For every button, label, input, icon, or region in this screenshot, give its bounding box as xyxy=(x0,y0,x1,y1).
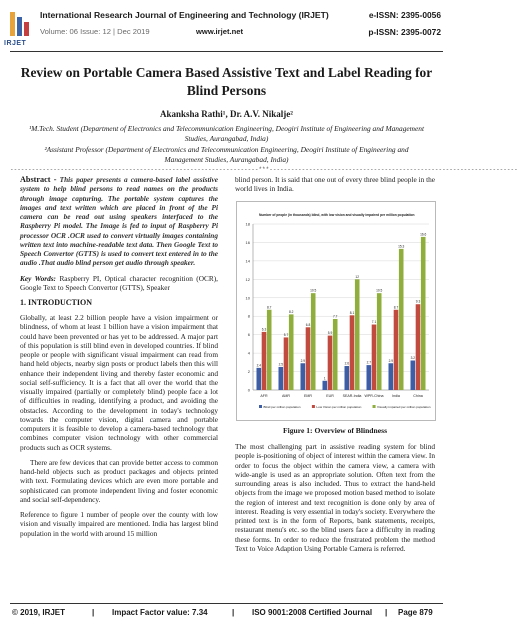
bar xyxy=(262,332,267,390)
data-label: 8.7 xyxy=(393,305,399,310)
affiliation-2: ²Assistant Professor (Department of Electronics and Telecommunication Engineering, Deogiri Institute of Engineering and Management Studies, Aurangabad, India) xyxy=(44,145,409,164)
bar xyxy=(333,319,338,390)
data-label: 9.3 xyxy=(415,299,421,304)
affiliation-1: ¹M.Tech. Student (Department of Electronics and Telecommunication Engineering, Deogiri Institute of Engineering and Management Studies, Aurangabad, India) xyxy=(28,124,425,143)
y-tick-label: 8 xyxy=(247,313,250,319)
y-tick-label: 18 xyxy=(245,221,250,227)
bar xyxy=(289,314,294,390)
irjet-logo-icon xyxy=(8,9,30,39)
bar xyxy=(394,310,399,390)
header-rule xyxy=(10,51,443,52)
bar xyxy=(355,279,360,390)
y-tick-label: 16 xyxy=(245,239,250,245)
data-label: 7.7 xyxy=(332,314,338,319)
bar xyxy=(421,237,426,390)
figure-caption: Figure 1: Overview of Blindness xyxy=(282,426,388,435)
x-tick-label: AMR xyxy=(282,394,290,398)
volume-issue: Volume: 06 Issue: 12 | Dec 2019 xyxy=(40,27,150,36)
abstract xyxy=(20,175,218,268)
bar xyxy=(399,249,404,390)
data-label: 7.1 xyxy=(371,320,377,325)
y-tick-label: 2 xyxy=(247,369,250,375)
bar xyxy=(416,304,421,390)
legend-swatch xyxy=(373,405,376,408)
x-tick-label: WPR-China xyxy=(364,394,384,398)
legend-swatch xyxy=(312,405,315,408)
data-label: 2.9 xyxy=(300,358,306,363)
right-paragraph-2: The most challenging part in assistive reading system for blind people is-positioning of object of interest within the camera view. In order to focus the object within the camera view, a camera with wide-angle is used as an appropriate solution. Often text from the surrounding areas is also included. Thus to extract the hand-held objects from the image we proposed motion based method to isolate the region of interest and text recognition is done only by area of interest. Reading is very essential in today's society. Everywhere the printed text is in the form of Reports, bank statements, receipts, restaurant menu's etc. so the blind users face a difficulty in reading these forms. In order to reduce the frustrated problem the method Text to Voice Adaption Using Portable Camera is referred. xyxy=(235,442,435,553)
figure-1 xyxy=(236,201,436,421)
legend-label: Low Vision per million population xyxy=(316,405,362,409)
abstract-label: Abstract - xyxy=(20,175,57,184)
bar xyxy=(411,360,416,390)
data-label: 2.9 xyxy=(388,358,394,363)
bar xyxy=(372,325,377,390)
data-label: 16.6 xyxy=(420,232,427,237)
bar xyxy=(306,327,311,390)
authors: Akanksha Rathi¹, Dr. A.V. Nikalje² xyxy=(160,109,293,119)
bar xyxy=(311,293,316,390)
y-tick-label: 14 xyxy=(245,258,250,264)
y-tick-label: 0 xyxy=(247,387,250,393)
bar xyxy=(350,315,355,390)
y-tick-label: 4 xyxy=(247,350,250,356)
footer-page: Page 879 xyxy=(398,608,433,617)
section-title: 1. INTRODUCTION xyxy=(20,298,93,307)
footer-rule xyxy=(10,603,443,604)
x-tick-label: AFR xyxy=(260,394,268,398)
footer-sep-1: | xyxy=(92,608,95,617)
y-tick-label: 12 xyxy=(245,276,250,282)
x-tick-label: EUR xyxy=(326,394,334,398)
chart-title: Number of people (in thousands) blind, with low vision and visually impaired per million population xyxy=(259,213,415,217)
bar xyxy=(367,365,372,390)
data-label: 3.2 xyxy=(410,355,416,360)
data-label: 8.2 xyxy=(288,309,294,314)
bar xyxy=(279,367,284,390)
bar xyxy=(267,310,272,390)
right-column-top xyxy=(235,175,435,200)
data-label: 8.1 xyxy=(349,310,355,315)
separator: ---------------------------------------------------------------------***--------------------------------------------------------------------- xyxy=(10,166,518,173)
data-label: 2.7 xyxy=(366,360,372,365)
footer-copyright: © 2019, IRJET xyxy=(12,608,66,617)
abstract-text: This paper presents a camera-based label assistive system to help blind persons to read names on the products through image capturing. The portable system captures the images and text written which are placed in front of the Pi camera can be read out using speakers interfaced to the Raspberry Pi model. The Image is fed to input of Raspberry Pi processor OCR .OCR used to convert virtually images containing written text into machine-readable text data. Then Google Text to Speech Convertor (GTTS) is used to convert text entered in to the audio .That audio blind person get audio through speaker. xyxy=(20,175,218,268)
x-tick-label: EMR xyxy=(304,394,312,398)
legend-swatch xyxy=(259,405,262,408)
data-label: 15.3 xyxy=(398,244,405,249)
legend-label: Visually impaired per million population xyxy=(377,405,431,409)
y-tick-label: 6 xyxy=(247,332,250,338)
legend-label: Blind per million population xyxy=(263,405,301,409)
bar xyxy=(301,363,306,390)
bar xyxy=(257,368,262,390)
data-label: 6.8 xyxy=(305,322,311,327)
website-link[interactable]: www.irjet.net xyxy=(196,27,243,36)
data-label: 10.5 xyxy=(310,288,317,293)
eissn: e-ISSN: 2395-0056 xyxy=(368,10,441,20)
journal-header xyxy=(0,0,453,54)
intro-paragraph-2: There are few devices that can provide better access to common hand-held objects such as product packages and objects printed with text. Formulating devices which are even more portable and sophisticated can promote independent living and foster economic and social self-dependency. xyxy=(20,457,218,504)
data-label: 8.7 xyxy=(266,305,272,310)
data-label: 2.4 xyxy=(256,363,262,368)
footer-sep-3: | xyxy=(385,608,388,617)
bar xyxy=(328,336,333,390)
data-label: 5.9 xyxy=(327,331,333,336)
keywords-text: Raspberry PI, Optical character recognition (OCR), Google Text to Speech Convertor (GTTS), Speaker xyxy=(20,273,218,292)
data-label: 2.5 xyxy=(278,362,284,367)
data-label: 6.3 xyxy=(261,327,267,332)
data-label: 10.5 xyxy=(376,288,383,293)
data-label: 2.6 xyxy=(344,361,350,366)
paper-title xyxy=(20,64,433,100)
x-tick-label: India xyxy=(392,394,400,398)
bar xyxy=(377,293,382,390)
y-tick-label: 10 xyxy=(245,295,250,301)
data-label: 12 xyxy=(355,274,359,279)
title-line-2: Blind Persons xyxy=(186,83,267,98)
x-tick-label: SEAR-India xyxy=(342,394,362,398)
bar xyxy=(284,337,289,390)
logo-text: IRJET xyxy=(4,40,27,47)
data-label: 5.7 xyxy=(283,332,289,337)
footer-impact: Impact Factor value: 7.34 xyxy=(112,608,208,617)
footer-iso: ISO 9001:2008 Certified Journal xyxy=(252,608,373,617)
title-line-1: Review on Portable Camera Based Assistive Text and Label Reading for xyxy=(20,65,433,80)
bar xyxy=(345,366,350,390)
intro-paragraph-1: Globally, at least 2.2 billion people have a vision impairment or blindness, of whom at least 1 billion have a vision impairment that could have been prevented or has yet to be addressed. A major part of this population is still blind even in developed countries. If blind people or people with significant visual impairment can read from hand held objects, nearby sign posts or product labels then this will enhance their independent living and thereby faster economic and social self-sufficiency. It is a fact that all over the world that the visually impaired (partially or completely blind) people face a lot of difficulties in reading, identifying a product, and avoiding the obstacles. According to the development in today's technology towards the computer vision, digital camera and portable computers it is feasible to develop a camera-based technology that combines computer vision technology with other commercial products such as OCR systems. xyxy=(20,313,218,452)
left-column xyxy=(20,175,218,544)
intro-paragraph-3: Reference to figure 1 number of people over the county with low vision and visually impaired are mentioned. India has largest blind population in the world with around 15 million xyxy=(20,510,218,538)
pissn: p-ISSN: 2395-0072 xyxy=(368,27,441,37)
keywords xyxy=(20,274,218,293)
data-label: 1 xyxy=(323,376,326,381)
blindness-bar-chart xyxy=(237,202,435,420)
bar xyxy=(323,381,328,390)
bar xyxy=(389,363,394,390)
journal-name: International Research Journal of Engineering and Technology (IRJET) xyxy=(40,10,329,20)
x-tick-label: China xyxy=(413,394,423,398)
keywords-label: Key Words: xyxy=(20,273,56,283)
right-paragraph-1: blind person. It is said that one out of every three blind people in the world lives in India. xyxy=(235,175,435,194)
footer-sep-2: | xyxy=(232,608,235,617)
